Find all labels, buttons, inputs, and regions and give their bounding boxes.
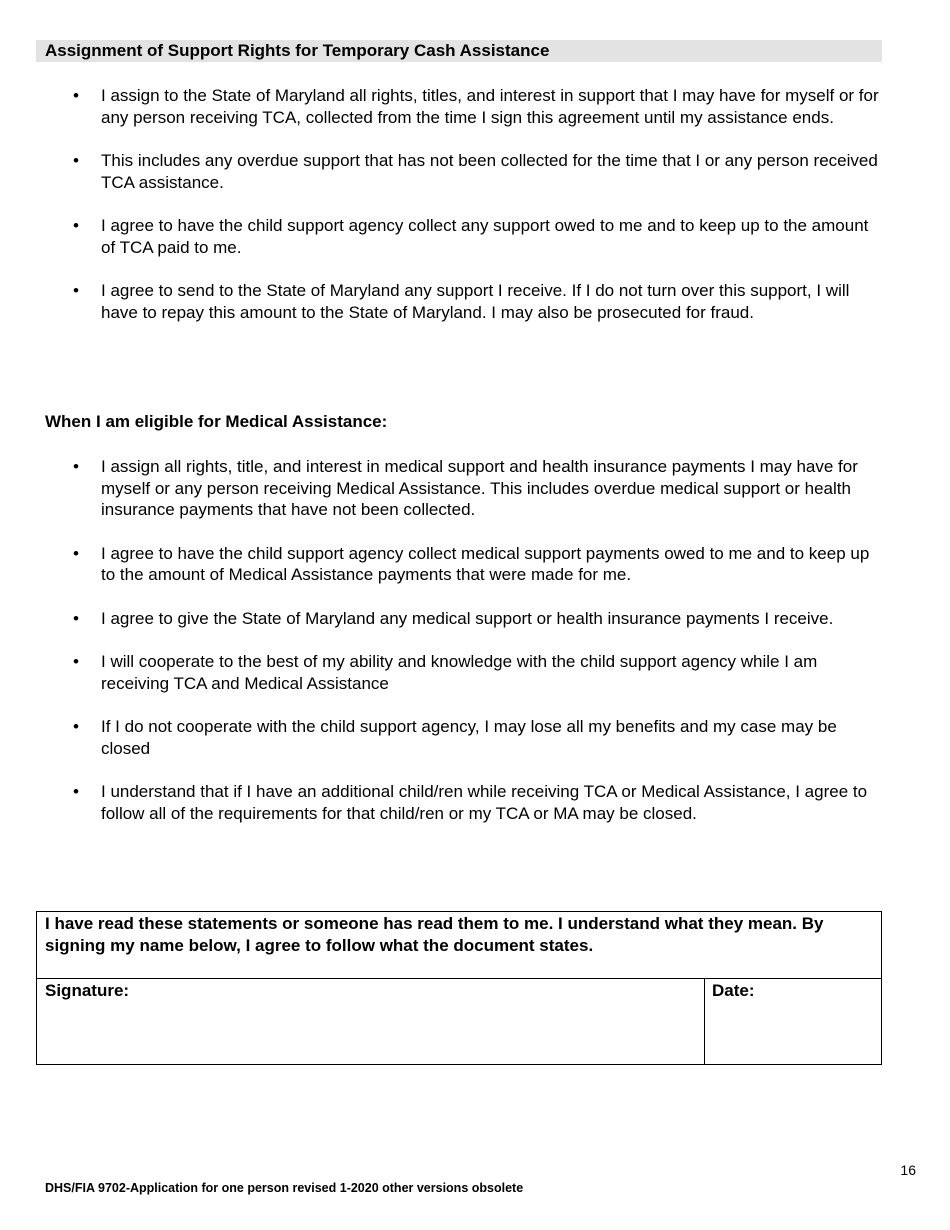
medical-bullet-list [0, 456, 950, 846]
list-item-text: I assign all rights, title, and interest in medical support and health insurance payments I may have for myself or any person receiving Medical Assistance. This includes overdue medical support or health insurance payments that have not been collected. [101, 457, 858, 519]
bullet-icon: • [73, 216, 79, 235]
list-item-text: I assign to the State of Maryland all rights, titles, and interest in support that I may have for myself or for any person receiving TCA, collected from the time I sign this agreement until my assistance ends. [101, 86, 879, 127]
list-item [0, 280, 950, 323]
bullet-icon: • [73, 86, 79, 105]
list-item-text: I agree to send to the State of Maryland any support I receive. If I do not turn over this support, I will have to repay this amount to the State of Maryland. I may also be prosecuted for fraud. [101, 281, 850, 322]
list-item [0, 150, 950, 193]
list-item-text: If I do not cooperate with the child support agency, I may lose all my benefits and my case may be closed [101, 717, 837, 758]
list-item [0, 215, 950, 258]
bullet-icon: • [73, 281, 79, 300]
acknowledgement-box [36, 911, 882, 1065]
list-item [0, 456, 950, 521]
list-item [0, 651, 950, 694]
list-item-text: I understand that if I have an additional child/ren while receiving TCA or Medical Assistance, I agree to follow all of the requirements for that child/ren or my TCA or MA may be closed. [101, 782, 868, 823]
divider [704, 978, 705, 1065]
bullet-icon: • [73, 608, 79, 628]
list-item [0, 608, 950, 630]
list-item [0, 543, 950, 586]
bullet-icon: • [73, 782, 79, 801]
bullet-icon: • [73, 543, 79, 563]
list-item-text: This includes any overdue support that has not been collected for the time that I or any person received TCA assistance. [101, 151, 878, 192]
date-label: Date: [712, 981, 755, 1000]
bullet-icon: • [73, 717, 79, 736]
list-item-text: I will cooperate to the best of my ability and knowledge with the child support agency while I am receiving TCA and Medical Assistance [101, 652, 818, 693]
list-item [0, 85, 950, 128]
section-header: Assignment of Support Rights for Temporary Cash Assistance [36, 40, 882, 62]
acknowledgement-text: I have read these statements or someone has read them to me. I understand what they mean. By signing my name below, I agree to follow what the document states. [45, 914, 824, 955]
signature-field[interactable] [38, 1002, 702, 1064]
divider [37, 978, 881, 979]
bullet-icon: • [73, 151, 79, 170]
list-item-text: I agree to have the child support agency collect any support owed to me and to keep up to the amount of TCA paid to me. [101, 216, 869, 257]
list-item [0, 781, 950, 824]
page-number: 16 [900, 1162, 916, 1178]
form-footer: DHS/FIA 9702-Application for one person revised 1-2020 other versions obsolete [45, 1181, 524, 1195]
signature-label: Signature: [45, 981, 130, 1000]
date-field[interactable] [706, 1002, 880, 1064]
bullet-icon: • [73, 457, 79, 476]
list-item-text: I agree to have the child support agency collect medical support payments owed to me and to keep up to the amount of Medical Assistance payments that were made for me. [101, 543, 870, 584]
list-item-text: I agree to give the State of Maryland any medical support or health insurance payments I receive. [101, 608, 834, 628]
medical-assistance-heading: When I am eligible for Medical Assistance: [45, 412, 388, 431]
tca-bullet-list [0, 85, 950, 345]
list-item [0, 716, 950, 759]
bullet-icon: • [73, 652, 79, 671]
